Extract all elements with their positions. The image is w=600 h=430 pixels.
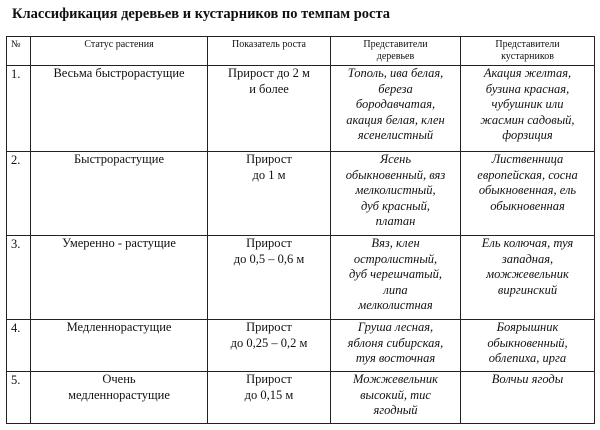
classification-table — [6, 36, 595, 424]
row-number: 3. — [7, 236, 31, 320]
growth-cell: Прирост до 0,5 – 0,6 м — [208, 236, 331, 320]
status-cell: Весьма быстрорастущие — [31, 66, 208, 152]
growth-cell: Прирост до 0,15 м — [208, 372, 331, 424]
header-num: № — [7, 37, 31, 66]
table-row — [7, 152, 595, 236]
header-row — [7, 37, 595, 66]
growth-cell: Прирост до 1 м — [208, 152, 331, 236]
shrubs-cell: Лиственница европейская, сосна обыкновенная, ель обыкновенная — [461, 152, 595, 236]
shrubs-cell: Акация желтая, бузина красная, чубушник или жасмин садовый, форзиция — [461, 66, 595, 152]
trees-cell: Тополь, ива белая, береза бородавчатая, акация белая, клен ясенелистный — [331, 66, 461, 152]
row-number: 4. — [7, 320, 31, 372]
trees-cell: Ясень обыкновенный, вяз мелколистный, дуб красный, платан — [331, 152, 461, 236]
table-row — [7, 236, 595, 320]
trees-cell: Груша лесная, яблоня сибирская, туя восточная — [331, 320, 461, 372]
row-number: 2. — [7, 152, 31, 236]
status-cell: Умеренно - растущие — [31, 236, 208, 320]
row-number: 1. — [7, 66, 31, 152]
shrubs-cell: Ель колючая, туя западная, можжевельник виргинский — [461, 236, 595, 320]
row-number: 5. — [7, 372, 31, 424]
header-growth: Показатель роста — [208, 37, 331, 66]
growth-cell: Прирост до 2 м и более — [208, 66, 331, 152]
header-trees: Представители деревьев — [331, 37, 461, 66]
status-cell: Очень медленнорастущие — [31, 372, 208, 424]
shrubs-cell: Боярышник обыкновенный, облепиха, ирга — [461, 320, 595, 372]
shrubs-cell: Волчьи ягоды — [461, 372, 595, 424]
status-cell: Быстрорастущие — [31, 152, 208, 236]
growth-cell: Прирост до 0,25 – 0,2 м — [208, 320, 331, 372]
status-cell: Медленнорастущие — [31, 320, 208, 372]
header-shrubs: Представители кустарников — [461, 37, 595, 66]
table-row — [7, 66, 595, 152]
header-status: Статус растения — [31, 37, 208, 66]
page-title: Классификация деревьев и кустарников по темпам роста — [12, 6, 391, 22]
table-row — [7, 372, 595, 424]
table-row — [7, 320, 595, 372]
trees-cell: Вяз, клен остролистный, дуб черешчатый, липа мелколистная — [331, 236, 461, 320]
trees-cell: Можжевельник высокий, тис ягодный — [331, 372, 461, 424]
